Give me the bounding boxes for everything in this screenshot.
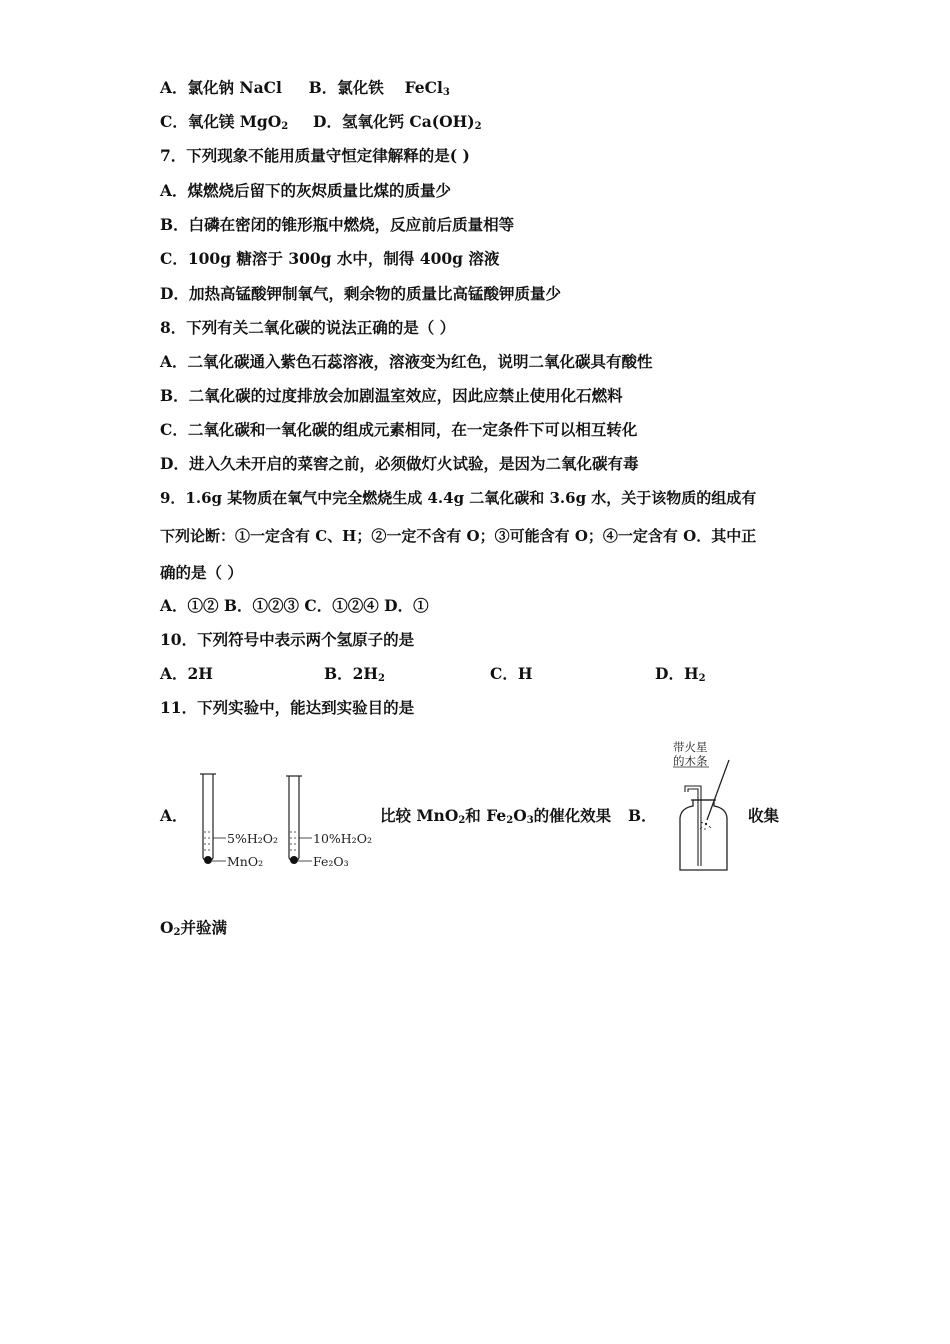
q9-stem-line1: 9．1.6g 某物质在氧气中完全燃烧生成 4.4g 二氧化碳和 3.6g 水，关于该物质的组成有 — [160, 489, 757, 507]
q11-b-desc-sub: 2 — [173, 927, 181, 938]
q7-option-d: D．加热高锰酸钾制氧气，剩余物的质量比高锰酸钾质量少 — [160, 284, 561, 303]
q9-stem-line3: 确的是（ ） — [160, 563, 243, 582]
gas-bottle — [680, 800, 727, 870]
q9-options: A．①② B．①②③ C．①②④ D．① — [160, 596, 429, 615]
test-tube-2 — [286, 776, 312, 864]
q11-a-desc-sub3: 3 — [526, 815, 534, 826]
q11-stem: 11．下列实验中，能达到实验目的是 — [160, 698, 415, 717]
q11-a-desc-sub1: 2 — [458, 815, 466, 826]
q8-option-a: A．二氧化碳通入紫色石蕊溶液，溶液变为红色，说明二氧化碳具有酸性 — [160, 352, 653, 371]
test-tube-1 — [200, 774, 226, 864]
q8-option-c: C．二氧化碳和一氧化碳的组成元素相同，在一定条件下可以相互转化 — [160, 420, 638, 439]
q11-b-desc-o: O — [160, 918, 174, 937]
q6-option-b-sub: 3 — [442, 87, 450, 98]
q11-a-desc-4: 的催化效果 — [533, 806, 612, 825]
q6-options-row2 — [160, 112, 482, 137]
q6-options-row1 — [160, 78, 450, 103]
spark-icon — [700, 822, 711, 830]
q11-option-b-desc-2 — [160, 918, 227, 943]
q7-option-a: A．煤燃烧后留下的灰烬质量比煤的质量少 — [160, 181, 452, 200]
q11-b-desc-3: 并验满 — [180, 918, 227, 937]
q10-option-c: C．H — [490, 664, 533, 683]
q10-option-b-sub: 2 — [378, 673, 385, 684]
glowing-splint — [707, 760, 729, 820]
q8-option-d: D．进入久未开启的菜窖之前，必须做灯火试验，是因为二氧化碳有毒 — [160, 454, 639, 473]
q7-stem: 7．下列现象不能用质量守恒定律解释的是( ) — [160, 146, 470, 165]
q11-figure-a-test-tubes — [190, 770, 380, 875]
q10-stem: 10．下列符号中表示两个氢原子的是 — [160, 630, 415, 649]
q11-a-desc-sub2: 2 — [506, 815, 514, 826]
q6-option-b: B．氯化铁 — [308, 78, 384, 97]
q6-option-c-sub: 2 — [281, 121, 289, 132]
delivery-tube — [685, 786, 701, 866]
q11-option-b-desc-1: 收集 — [748, 806, 780, 825]
q7-option-b: B．白磷在密闭的锥形瓶中燃烧，反应前后质量相等 — [160, 215, 515, 234]
q8-stem: 8．下列有关二氧化碳的说法正确的是（ ） — [160, 318, 456, 337]
tube2-liquid-label: 10%H₂O₂ — [313, 831, 372, 846]
q11-a-desc-3: O — [513, 806, 527, 825]
q10-option-d-sub: 2 — [698, 673, 706, 684]
q6-option-a: A．氯化钠 NaCl — [160, 78, 282, 97]
tube1-solid-label: MnO₂ — [227, 854, 264, 869]
q11-figure-b-gas-bottle — [665, 738, 745, 878]
q11-a-desc-1: 比较 MnO — [380, 806, 459, 825]
splint-label-line1: 带火星 — [673, 740, 708, 754]
q10-option-a: A．2H — [160, 664, 213, 683]
q10-option-d-text: D．H — [655, 664, 699, 683]
q10-option-d — [655, 664, 706, 689]
q6-option-c: C．氧化镁 MgO — [160, 112, 282, 131]
splint-label-line2: 的木条 — [673, 754, 708, 768]
q6-option-d-sub: 2 — [474, 121, 482, 132]
tube2-solid-label: Fe₂O₃ — [313, 854, 349, 869]
q11-a-desc-2: 和 Fe — [465, 806, 507, 825]
q6-option-b-formula: FeCl — [404, 78, 443, 97]
q8-option-b: B．二氧化碳的过度排放会加剧温室效应，因此应禁止使用化石燃料 — [160, 386, 623, 405]
q11-option-a-description — [380, 806, 611, 831]
q6-option-d: D．氢氧化钙 Ca(OH) — [313, 112, 475, 131]
q11-option-a-label: A． — [160, 806, 188, 825]
q10-option-b-text: B．2H — [324, 664, 379, 683]
q11-option-b-label: B． — [628, 806, 657, 825]
q10-option-b — [324, 664, 385, 689]
q9-stem-line2: 下列论断：①一定含有 C、H；②一定不含有 O；③可能含有 O；④一定含有 O．其中正 — [160, 527, 757, 545]
q7-option-c: C．100g 糖溶于 300g 水中，制得 400g 溶液 — [160, 249, 500, 268]
tube1-liquid-label: 5%H₂O₂ — [227, 831, 279, 846]
